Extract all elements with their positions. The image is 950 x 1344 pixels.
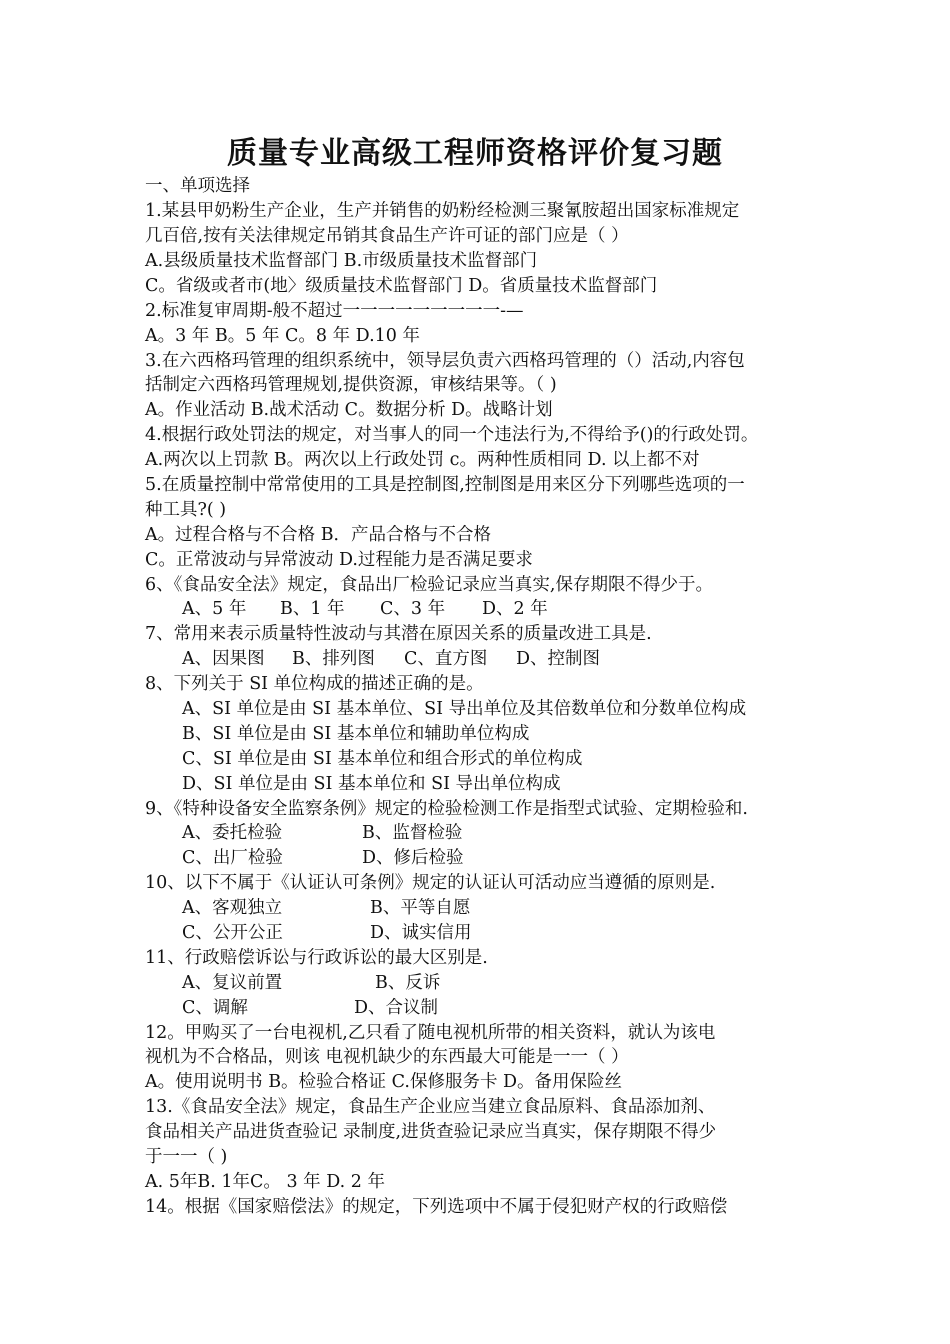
q8-stem: 8、下列关于 SI 单位构成的描述正确的是。 bbox=[145, 674, 484, 694]
q8-option-a: A、SI 单位是由 SI 基本单位、SI 导出单位及其倍数单位和分数单位构成 bbox=[182, 699, 747, 719]
q8-option-d: D、SI 单位是由 SI 基本单位和 SI 导出单位构成 bbox=[182, 774, 561, 794]
q5-stem-line1: 5.在质量控制中常常使用的工具是控制图,控制图是用来区分下列哪些选项的一 bbox=[145, 475, 745, 495]
q9-option-d: D、修后检验 bbox=[362, 848, 464, 868]
q6-option-a: A、5 年 bbox=[182, 599, 247, 619]
q5-options-line1: A。过程合格与不合格 B．产品合格与不合格 bbox=[145, 525, 492, 545]
q3-stem-line2: 括制定六西格玛管理规划,提供资源，审核结果等。（ ) bbox=[145, 375, 557, 395]
q7-option-d: D、控制图 bbox=[516, 649, 601, 669]
document-title: 质量专业高级工程师资格评价复习题 bbox=[227, 136, 723, 171]
q11-option-c: C、调解 bbox=[182, 998, 248, 1018]
q13-stem-line2: 食品相关产品进货查验记 录制度,进货查验记录应当真实，保存期限不得少 bbox=[145, 1122, 717, 1142]
q10-option-b: B、平等自愿 bbox=[370, 898, 471, 918]
q9-option-b: B、监督检验 bbox=[362, 823, 463, 843]
q13-options: A. 5年B. 1年C。 3 年 D. 2 年 bbox=[145, 1172, 385, 1192]
q12-stem-line2: 视机为不合格品，则该 电视机缺少的东西最大可能是一一（ ） bbox=[145, 1047, 629, 1067]
q2-stem: 2.标准复审周期-般不超过一一一一一一一一一-— bbox=[145, 301, 524, 321]
q1-options-line1: A.县级质量技术监督部门 B.市级质量技术监督部门 bbox=[145, 251, 538, 271]
q1-stem-line1: 1.某县甲奶粉生产企业，生产并销售的奶粉经检测三聚氰胺超出国家标准规定 bbox=[145, 201, 740, 221]
q10-stem: 10、以下不属于《认证认可条例》规定的认证认可活动应当遵循的原则是. bbox=[145, 873, 716, 893]
q2-options: A。3 年 B。5 年 C。8 年 D.10 年 bbox=[145, 326, 420, 346]
q3-options: A。作业活动 B.战术活动 C。数据分析 D。战略计划 bbox=[145, 400, 553, 420]
q6-stem: 6、《食品安全法》规定，食品出厂检验记录应当真实,保存期限不得少于。 bbox=[145, 575, 713, 595]
q10-option-d: D、诚实信用 bbox=[370, 923, 472, 943]
q13-stem-line1: 13.《食品安全法》规定，食品生产企业应当建立食品原料、食品添加剂、 bbox=[145, 1097, 716, 1117]
q8-option-b: B、SI 单位是由 SI 基本单位和辅助单位构成 bbox=[182, 724, 530, 744]
q14-stem-line1: 14。根据《国家赔偿法》的规定，下列选项中不属于侵犯财产权的行政赔偿 bbox=[145, 1197, 728, 1217]
q7-option-a: A、因果图 bbox=[182, 649, 265, 669]
q7-stem: 7、常用来表示质量特性波动与其潜在原因关系的质量改进工具是. bbox=[145, 624, 652, 644]
q3-stem-line1: 3.在六西格玛管理的组织系统中，领导层负责六西格玛管理的（）活动,内容包 bbox=[145, 351, 745, 371]
q11-stem: 11、行政赔偿诉讼与行政诉讼的最大区别是. bbox=[145, 948, 488, 968]
q11-option-d: D、合议制 bbox=[354, 998, 439, 1018]
q5-options-line2: C。正常波动与异常波动 D.过程能力是否满足要求 bbox=[145, 550, 533, 570]
q8-option-c: C、SI 单位是由 SI 基本单位和组合形式的单位构成 bbox=[182, 749, 583, 769]
section-heading: 一、单项选择 bbox=[145, 176, 250, 196]
q10-option-c: C、公开公正 bbox=[182, 923, 283, 943]
q4-stem: 4.根据行政处罚法的规定，对当事人的同一个违法行为,不得给予()的行政处罚。 bbox=[145, 425, 759, 445]
q6-option-b: B、1 年 bbox=[280, 599, 345, 619]
q10-option-a: A、客观独立 bbox=[182, 898, 283, 918]
q1-stem-line2: 几百倍,按有关法律规定吊销其食品生产许可证的部门应是（ ） bbox=[145, 226, 629, 246]
q12-options: A。使用说明书 B。检验合格证 C.保修服务卡 D。备用保险丝 bbox=[145, 1072, 623, 1092]
q6-option-d: D、2 年 bbox=[482, 599, 548, 619]
q9-option-a: A、委托检验 bbox=[182, 823, 283, 843]
q13-stem-line3: 于一一（ ) bbox=[145, 1147, 228, 1167]
q9-option-c: C、出厂检验 bbox=[182, 848, 283, 868]
q9-stem: 9、《特种设备安全监察条例》规定的检验检测工作是指型式试验、定期检验和. bbox=[145, 799, 748, 819]
q7-option-b: B、排列图 bbox=[292, 649, 375, 669]
q4-options: A.两次以上罚款 B。两次以上行政处罚 c。两种性质相同 D. 以上都不对 bbox=[145, 450, 700, 470]
q12-stem-line1: 12。甲购买了一台电视机,乙只看了随电视机所带的相关资料，就认为该电 bbox=[145, 1023, 716, 1043]
q11-option-b: B、反诉 bbox=[375, 973, 441, 993]
q11-option-a: A、复议前置 bbox=[182, 973, 283, 993]
q6-option-c: C、3 年 bbox=[380, 599, 446, 619]
q5-stem-line2: 种工具?( ) bbox=[145, 500, 227, 520]
q7-option-c: C、直方图 bbox=[404, 649, 488, 669]
q1-options-line2: C。省级或者市(地〉级质量技术监督部门 D。省质量技术监督部门 bbox=[145, 276, 658, 296]
